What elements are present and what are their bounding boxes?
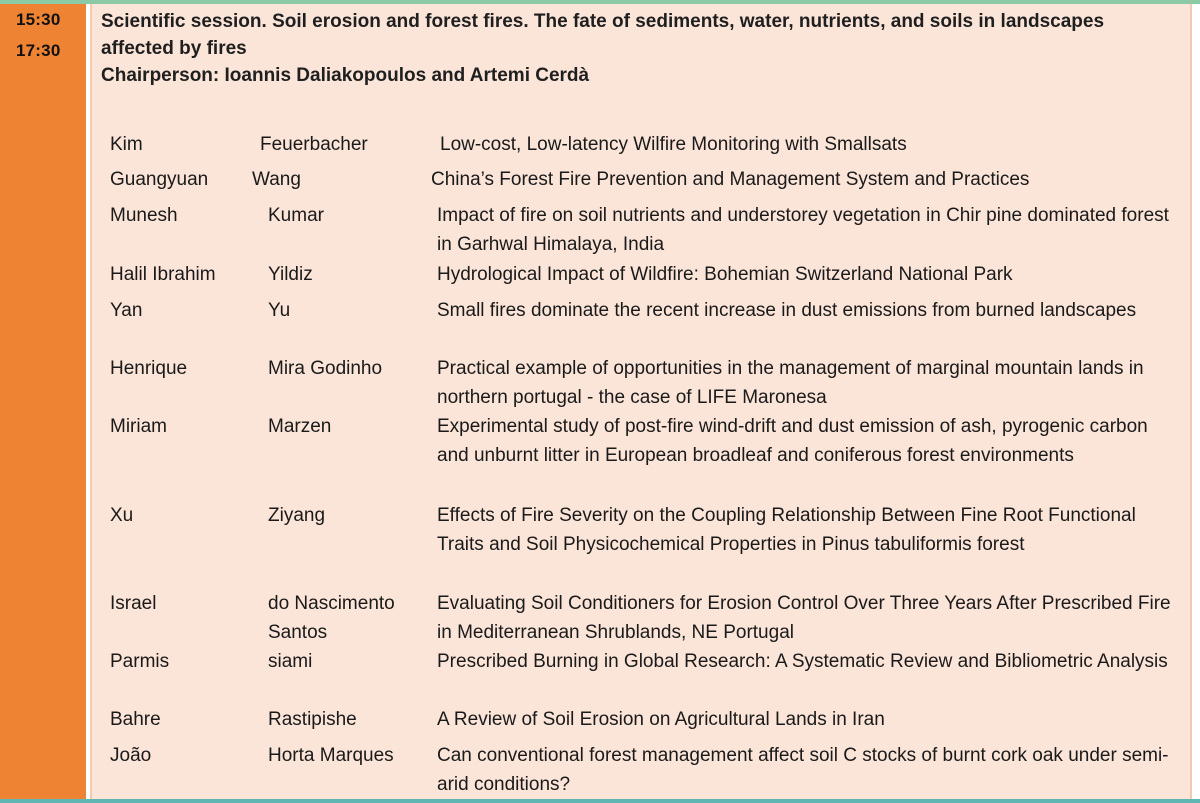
session-header [101, 8, 1171, 89]
talk-title: Experimental study of post-fire wind-drift and dust emission of ash, pyrogenic carbon and unburnt litter in European broadleaf and coniferous forest environments [437, 416, 1148, 466]
session-content [90, 4, 1192, 799]
speaker-first-name: Kim [110, 134, 143, 155]
speaker-first-name: Parmis [110, 651, 170, 672]
talk-title: Prescribed Burning in Global Research: A Systematic Review and Bibliometric Analysis [437, 651, 1168, 672]
speaker-first-name: João [110, 745, 152, 766]
talk-title: A Review of Soil Erosion on Agricultural Lands in Iran [437, 709, 885, 730]
talk-title: China’s Forest Fire Prevention and Management System and Practices [431, 169, 1030, 190]
talk-title: Hydrological Impact of Wildfire: Bohemian Switzerland National Park [437, 264, 1013, 285]
time-column [0, 4, 86, 799]
bottom-border [0, 799, 1200, 803]
talk-title: Practical example of opportunities in the management of marginal mountain lands in northern portugal - the case of LIFE Maronesa [437, 358, 1144, 408]
speaker-last-name: do Nascimento Santos [268, 593, 395, 643]
speaker-last-name: Wang [252, 169, 301, 190]
speaker-first-name: Yan [110, 300, 143, 321]
start-time: 15:30 [16, 10, 61, 29]
speaker-last-name: Kumar [268, 205, 324, 226]
speaker-last-name: Feuerbacher [260, 134, 368, 155]
speaker-first-name: Bahre [110, 709, 161, 730]
end-time: 17:30 [16, 41, 61, 60]
speaker-last-name: Marzen [268, 416, 332, 437]
speaker-last-name: Rastipishe [268, 709, 357, 730]
talk-title: Impact of fire on soil nutrients and understorey vegetation in Chir pine dominated forest in Garhwal Himalaya, India [437, 205, 1169, 255]
speaker-first-name: Miriam [110, 416, 167, 437]
speaker-first-name: Halil Ibrahim [110, 264, 216, 285]
talk-title: Small fires dominate the recent increase in dust emissions from burned landscapes [437, 300, 1137, 321]
talk-title: Low-cost, Low-latency Wilfire Monitoring with Smallsats [440, 134, 907, 155]
speaker-first-name: Xu [110, 505, 134, 526]
speaker-last-name: Yildiz [268, 264, 313, 285]
talk-title: Evaluating Soil Conditioners for Erosion Control Over Three Years After Prescribed Fire in Mediterranean Shrublands, NE Portugal [437, 593, 1171, 643]
speaker-last-name: Mira Godinho [268, 358, 383, 379]
speaker-first-name: Guangyuan [110, 169, 209, 190]
speaker-first-name: Munesh [110, 205, 178, 226]
session-title: Scientific session. Soil erosion and forest fires. The fate of sediments, water, nutrients, and soils in landscapes affected by fires [101, 11, 1105, 59]
speaker-last-name: Ziyang [268, 505, 326, 526]
speaker-last-name: siami [268, 651, 313, 672]
talk-title: Can conventional forest management affect soil C stocks of burnt cork oak under semi-arid conditions? [437, 745, 1169, 795]
talk-title: Effects of Fire Severity on the Coupling Relationship Between Fine Root Functional Traits and Soil Physicochemical Properties in Pinus tabuliformis forest [437, 505, 1136, 555]
speaker-first-name: Israel [110, 593, 157, 614]
speaker-last-name: Yu [268, 300, 291, 321]
speaker-last-name: Horta Marques [268, 745, 394, 766]
speaker-first-name: Henrique [110, 358, 188, 379]
session-chair: Chairperson: Ioannis Daliakopoulos and Artemi Cerdà [101, 65, 590, 86]
